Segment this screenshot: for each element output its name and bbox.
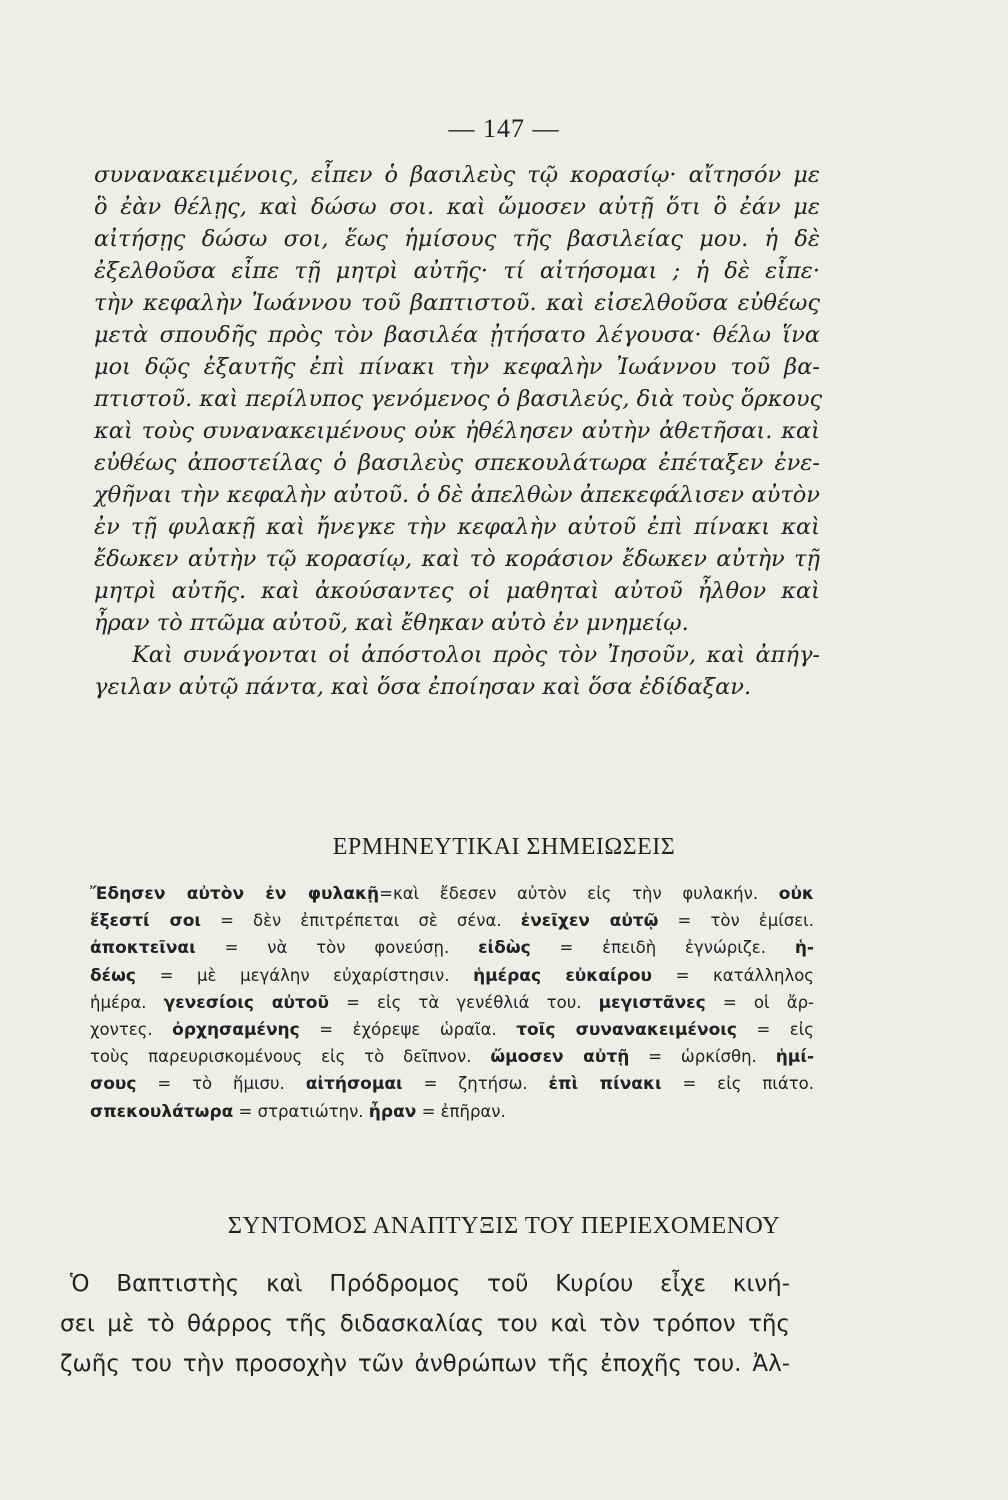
note-line [90, 1098, 814, 1125]
note-term: Ἔδησεν αὐτὸν ἐν φυλακῇ [90, 884, 380, 904]
note-term: ὤμοσεν αὐτῇ [490, 1047, 630, 1068]
note-line [90, 907, 814, 934]
note-term: ἡ- [794, 938, 814, 959]
note-line [90, 880, 814, 907]
note-definition: = ὡρκίσθη. [629, 1047, 776, 1067]
text-line: εὐθέως ἀποστείλας ὁ βασιλεὺς σπεκουλάτωρα ἐπέταξεν ἐνε- [94, 450, 820, 476]
summary-line: σει μὲ τὸ θάρρος τῆς διδασκαλίας του καὶ τὸν τρόπον τῆς [60, 1311, 790, 1337]
note-term: εἰδὼς [478, 938, 531, 959]
notes-heading: ΕΡΜΗΝΕΥΤΙΚΑΙ ΣΗΜΕΙΩΣΕΙΣ [332, 834, 676, 860]
note-definition: = δὲν ἐπιτρέπεται σὲ σένα. [201, 911, 521, 931]
note-term: αἰτήσομαι [305, 1074, 403, 1095]
note-definition: = ἐπειδὴ ἐγνώριζε. [530, 938, 795, 958]
note-line [90, 1070, 814, 1097]
note-term: ἐπὶ πίνακι [548, 1074, 662, 1095]
note-definition: ἡμέρα. [90, 992, 164, 1012]
summary-text [60, 1264, 790, 1384]
text-line: μετὰ σπουδῆς πρὸς τὸν βασιλέα ᾐτήσατο λέγουσα· θέλω ἵνα [94, 322, 820, 348]
scripture-text [94, 160, 823, 704]
note-definition: = κατάλληλος [652, 965, 814, 985]
text-line: ἐξελθοῦσα εἶπε τῇ μητρὶ αὐτῆς· τί αἰτήσομαι ; ἡ δὲ εἶπε· [94, 258, 820, 284]
summary-line: ζωῆς του τὴν προσοχὴν τῶν ἀνθρώπων τῆς ἐποχῆς του. Ἀλ- [60, 1351, 790, 1377]
note-term: σους [90, 1074, 137, 1095]
note-line [90, 1016, 814, 1043]
note-definition: =καὶ ἔδεσεν αὐτὸν εἰς τὴν φυλακήν. [379, 884, 779, 903]
note-term: δέως [90, 965, 136, 986]
note-term: γενεσίοις αὐτοῦ [163, 992, 329, 1013]
note-definition: = οἱ ἄρ- [705, 992, 814, 1012]
note-term: οὐκ [778, 884, 815, 904]
text-line: τὴν κεφαλὴν Ἰωάννου τοῦ βαπτιστοῦ. καὶ εἰσελθοῦσα εὐθέως [94, 290, 820, 316]
text-line: χθῆναι τὴν κεφαλὴν αὐτοῦ. ὁ δὲ ἀπελθὼν ἀπεκεφάλισεν αὐτὸν [94, 482, 820, 508]
text-line: ἦραν τὸ πτῶμα αὐτοῦ, καὶ ἔθηκαν αὐτὸ ἐν μνημείῳ. [94, 610, 689, 636]
summary-heading: ΣΥΝΤΟΜΟΣ ΑΝΑΠΤΥΞΙΣ ΤΟΥ ΠΕΡΙΕΧΟΜΕΝΟΥ [227, 1212, 781, 1239]
text-line: γειλαν αὐτῷ πάντα, καὶ ὅσα ἐποίησαν καὶ ὅσα ἐδίδαξαν. [94, 674, 752, 700]
note-term: σπεκουλάτωρα [90, 1101, 234, 1122]
page-number: — 147 — [448, 114, 560, 143]
note-term: ὀρχησαμένης [172, 1019, 300, 1040]
text-line: ἐν τῇ φυλακῇ καὶ ἤνεγκε τὴν κεφαλὴν αὐτοῦ ἐπὶ πίνακι καὶ [94, 514, 820, 540]
note-term: ἡμέρας εὐκαίρου [473, 965, 652, 986]
note-definition: = εἰς πιάτο. [661, 1074, 815, 1094]
explanatory-notes [90, 880, 814, 1125]
note-definition: = νὰ τὸν φονεύσῃ. [195, 938, 479, 958]
note-definition: = ἐπῆραν. [416, 1101, 506, 1121]
note-definition: = εἰς τὰ γενέθλιά του. [328, 992, 599, 1012]
note-definition: = εἰς [736, 1019, 814, 1039]
text-line: ἔδωκεν αὐτὴν τῷ κορασίῳ, καὶ τὸ κοράσιον ἔδωκεν αὐτὴν τῇ [94, 546, 820, 572]
note-definition: τοὺς παρευρισκομένους εἰς τὸ δεῖπνον. [90, 1047, 491, 1067]
note-term: ἀποκτεῖναι [90, 938, 196, 959]
note-definition: = ζητήσω. [402, 1074, 549, 1094]
text-line: μητρὶ αὐτῆς. καὶ ἀκούσαντες οἱ μαθηταὶ αὐτοῦ ἦλθον καὶ [94, 578, 820, 604]
note-term: μεγιστᾶνες [598, 992, 706, 1013]
note-definition: = στρατιώτην. [233, 1101, 369, 1121]
text-line: Καὶ συνάγονται οἱ ἀπόστολοι πρὸς τὸν Ἰησοῦν, καὶ ἀπήγ- [132, 642, 820, 668]
note-term: ἦραν [368, 1101, 417, 1122]
note-definition: = τὸ ἥμισυ. [136, 1074, 306, 1094]
text-line: συνανακειμένοις, εἶπεν ὁ βασιλεὺς τῷ κορασίῳ· αἴτησόν με [94, 162, 820, 188]
note-term: ἔξεστί σοι [90, 911, 201, 932]
text-line: καὶ τοὺς συνανακειμένους οὐκ ἠθέλησεν αὐτὴν ἀθετῆσαι. καὶ [94, 418, 820, 444]
summary-line: Ὁ Βαπτιστὴς καὶ Πρόδρομος τοῦ Κυρίου εἶχε κινή- [70, 1271, 790, 1297]
note-line [90, 1043, 814, 1070]
note-line [90, 989, 814, 1016]
note-term: τοῖς συνανακειμένοις [516, 1019, 737, 1040]
note-definition: = μὲ μεγάλην εὐχαρίστησιν. [136, 965, 474, 985]
note-term: ἐνεῖχεν αὐτῷ [520, 911, 659, 932]
note-line [90, 934, 814, 961]
text-line: μοι δῷς ἐξαυτῆς ἐπὶ πίνακι τὴν κεφαλὴν Ἰωάννου τοῦ βα- [94, 354, 820, 380]
text-line: αἰτήσῃς δώσω σοι, ἕως ἡμίσους τῆς βασιλείας μου. ἡ δὲ [94, 226, 820, 252]
text-line: πτιστοῦ. καὶ περίλυπος γενόμενος ὁ βασιλεύς, διὰ τοὺς ὅρκους [94, 386, 823, 412]
text-line: ὃ ἐὰν θέλῃς, καὶ δώσω σοι. καὶ ὤμοσεν αὐτῇ ὅτι ὃ ἐάν με [94, 194, 820, 220]
note-definition: = τὸν ἐμίσει. [658, 911, 814, 931]
note-definition: = ἐχόρεψε ὡραῖα. [299, 1019, 517, 1039]
note-term: ἡμί- [775, 1047, 814, 1068]
note-line [90, 962, 814, 989]
note-definition: χοντες. [90, 1019, 173, 1039]
